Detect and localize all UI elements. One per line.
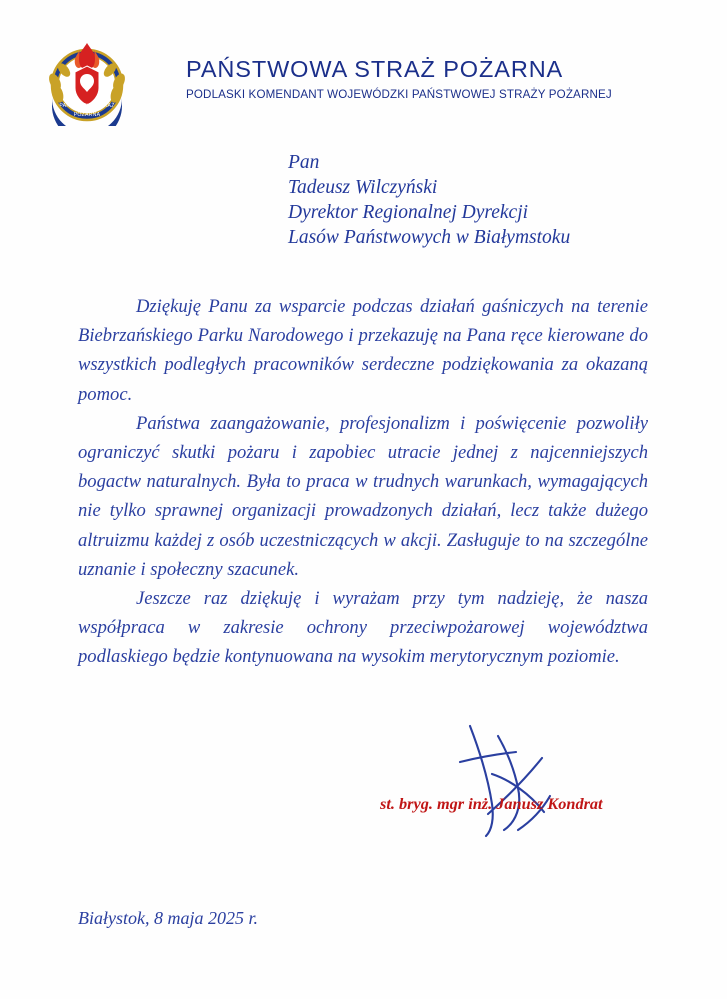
svg-text:PAŃSTWOWA STRAŻ: PAŃSTWOWA STRAŻ <box>59 103 115 109</box>
addressee-line-1: Pan <box>288 152 320 173</box>
addressee-line-2: Tadeusz Wilczyński <box>288 177 438 198</box>
letterhead-subtitle: PODLASKI KOMENDANT WOJEWÓDZKI PAŃSTWOWEJ STRAŻY POŻARNEJ <box>186 88 612 101</box>
footer-date-value: 8 maja 2025 r. <box>153 908 258 928</box>
letterhead <box>44 38 683 126</box>
psp-emblem-icon <box>44 40 130 126</box>
addressee-line-3: Dyrektor Regionalnej Dyrekcji <box>288 202 529 223</box>
handwritten-signature-icon <box>458 718 648 853</box>
body-paragraph-1: Dziękuję Panu za wsparcie podczas działań gaśniczych na terenie Biebrzańskiego Parku Narodowego i przekazuję na Pana ręce kierowane do wszystkich podległych pracowników serdeczne podziękowania za okazaną pomoc. <box>78 296 648 405</box>
body-paragraph-3: Jeszcze raz dziękuję i wyrażam przy tym nadzieję, że nasza współpraca w zakresie ochrony przeciwpożarowej województwa podlaskiego będzie kontynuowana na wysokim merytorycznym poziomie. <box>78 588 648 668</box>
letterhead-text <box>186 38 612 101</box>
footer-place: Białystok, <box>78 908 150 928</box>
addressee-block <box>288 150 570 250</box>
letter-body <box>78 292 648 672</box>
svg-text:POŻARNA: POŻARNA <box>73 112 101 118</box>
signature-block <box>380 718 660 848</box>
body-paragraph-2: Państwa zaangażowanie, profesjonalizm i poświęcenie pozwoliły ograniczyć skutki pożaru i zapobiec utracie jednej z najcenniejszych bogactw naturalnych. Była to praca w trudnych warunkach, wymagających nie tylko sprawnej organizacji prowadzonych działań, lecz także dużego altruizmu każdej z osób uczestniczących w akcji. Zasługuje to na szczególne uznanie i społeczny szacunek. <box>78 412 648 580</box>
addressee-line-4: Lasów Państwowych w Białymstoku <box>288 227 571 248</box>
page-title: PAŃSTWOWA STRAŻ POŻARNA <box>186 56 564 82</box>
signature-name: st. bryg. mgr inż. Janusz Kondrat <box>380 794 603 813</box>
footer-date <box>78 908 258 929</box>
